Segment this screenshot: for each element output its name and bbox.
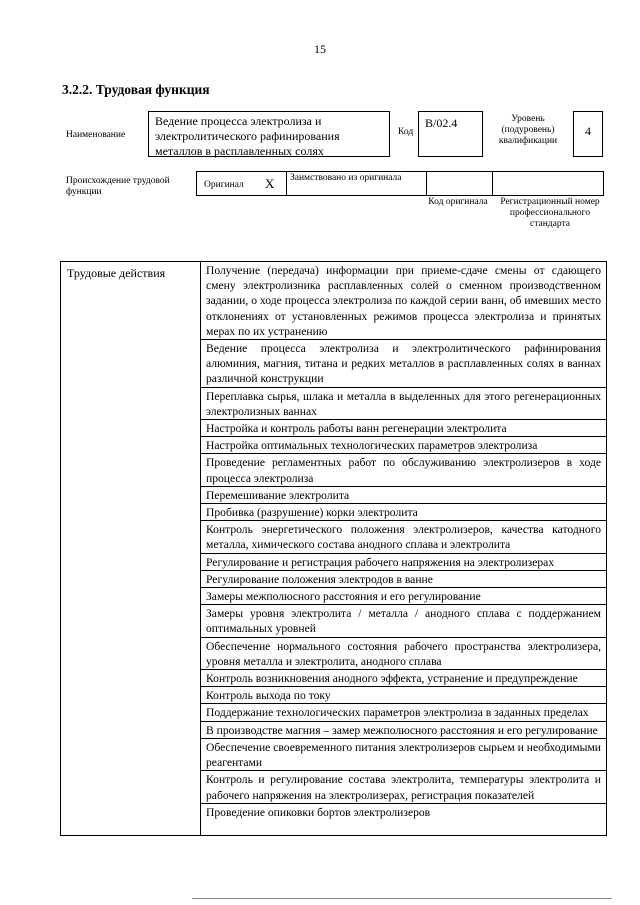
list-item: Настройка оптимальных технологических параметров электролиза [201,437,606,454]
list-item: Обеспечение нормального состояния рабочего пространства электролизера, уровня металла и электролита, анодного сплава [201,638,606,670]
page-number: 15 [314,42,326,56]
list-item: Поддержание технологических параметров электролиза в заданных пределах [201,704,606,721]
labor-actions-label: Трудовые действия [61,262,201,835]
list-item: Контроль энергетического положения электролизеров, качества катодного металла, химического состава анодного сплава и электролита [201,521,606,553]
list-item: Регулирование положения электродов в ванне [201,571,606,588]
section-title: 3.2.2. Трудовая функция [62,82,210,97]
list-item: Пробивка (разрушение) корки электролита [201,504,606,521]
list-item: Проведение опиковки бортов электролизеров [206,805,431,819]
list-item: Контроль возникновения анодного эффекта, устранение и предупреждение [201,670,606,687]
list-item: Получение (передача) информации при приеме-сдаче смены от сдающего смену электролизника расплавленных солей о сменном производственном задании, о ходе процесса электролиза по каждой серии ванн, об имевших место отклонениях от установленных режимов процесса электролиза и принятых мерах по их устранению [201,262,606,340]
origin-table [196,171,604,196]
origin-label: Происхождение трудовой функции [66,176,170,197]
code-original-caption: Код оригинала [428,197,488,207]
list-item: Перемешивание электролита [201,487,606,504]
list-item: Регулирование и регистрация рабочего напряжения на электролизерах [201,554,606,571]
list-item: Контроль выхода по току [201,687,606,704]
original-label: Оригинал [204,180,244,190]
borrowed-label: Заимствовано из оригинала [290,173,402,183]
list-item: Обеспечение своевременного питания электролизеров сырьем и необходимыми реагентами [201,739,606,771]
code-value: B/02.4 [418,111,483,157]
labor-actions-table [60,261,607,836]
level-label: Уровень (подуровень) квалификации [498,114,558,146]
name-value: Ведение процесса электролиза и электролитического рафинирования металлов в расплавленных солях [148,111,390,157]
list-item: Проведение регламентных работ по обслуживанию электролизеров в ходе процесса электролиза [201,454,606,486]
list-item: В производстве магния – замер межполюсного расстояния и его регулирование [201,722,606,739]
name-label: Наименование [66,130,126,140]
list-item: Ведение процесса электролиза и электролитического рафинирования алюминия, магния, титана и редких металлов в расплавленных солях в ваннах различной конструкции [201,340,606,388]
original-mark: X [265,176,275,191]
list-item: Настройка и контроль работы ванн регенерации электролита [201,420,606,437]
level-value: 4 [573,111,603,157]
borrowed-cell [287,172,427,195]
list-item: Замеры межполюсного расстояния и его регулирование [201,588,606,605]
list-item: Контроль и регулирование состава электролита, температуры электролита и рабочего напряжения на электролизерах, регистрация показателей [201,771,606,803]
reg-number-caption: Регистрационный номер профессионального стандарта [500,197,600,229]
reg-number-cell [493,172,603,195]
page-bottom-divider [192,898,612,899]
original-cell [197,172,287,195]
list-item: Переплавка сырья, шлака и металла в выделенных для этого регенерационных электролизных ваннах [201,388,606,420]
list-item: Замеры уровня электролита / металла / анодного сплава с поддержанием оптимальных уровней [201,605,606,637]
labor-actions-list [201,262,606,820]
code-label: Код [398,127,414,137]
code-original-cell [427,172,493,195]
